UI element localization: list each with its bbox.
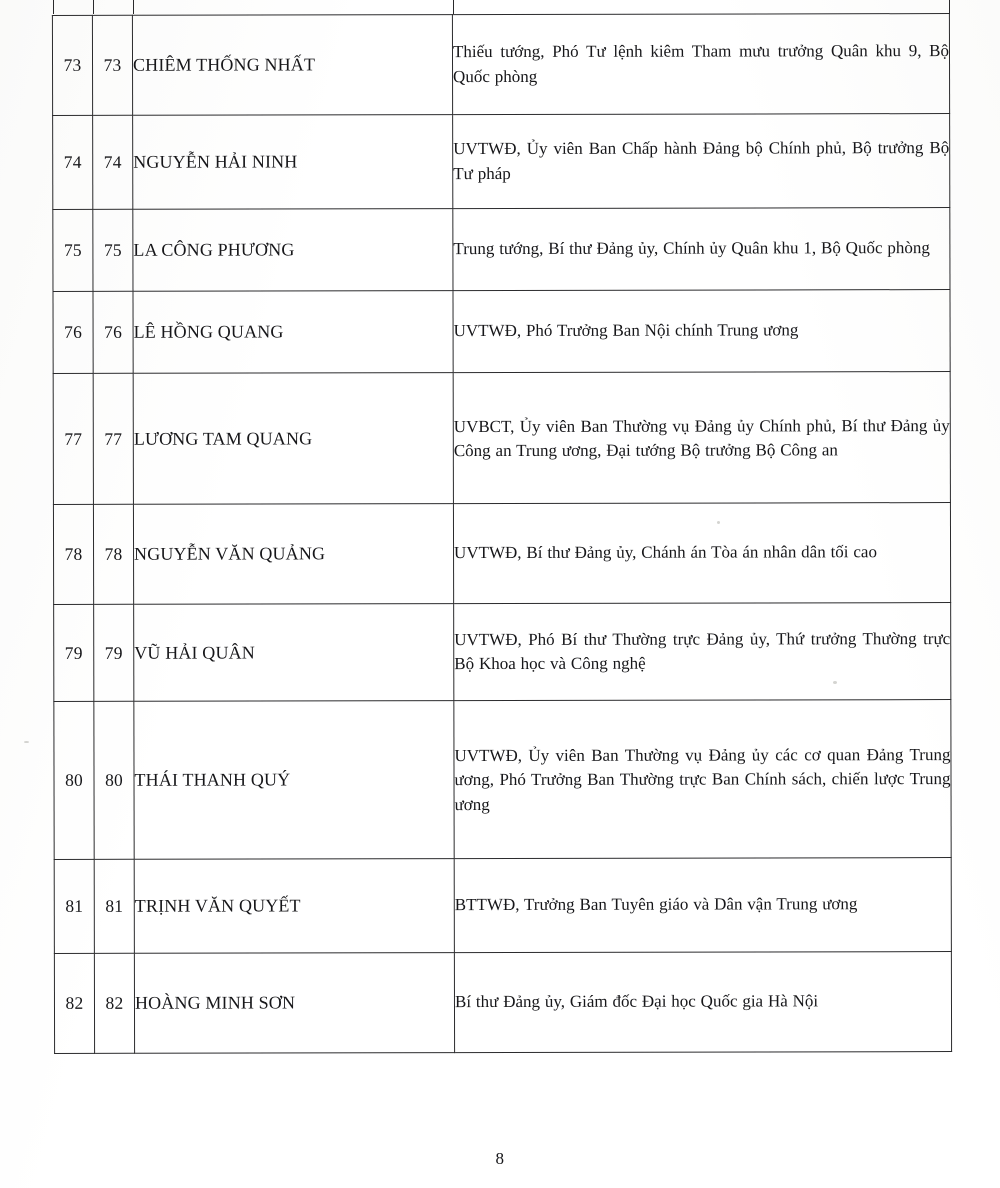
table-row — [53, 372, 950, 505]
row-number-cell: 81 — [54, 859, 94, 953]
person-name-cell: NGUYỄN HẢI NINH — [133, 115, 453, 210]
scan-artifact — [833, 681, 837, 684]
table-row — [54, 952, 951, 1054]
row-number-cell: 76 — [53, 291, 93, 373]
position-cell: UVTWĐ, Phó Trưởng Ban Nội chính Trung ương — [453, 290, 950, 373]
row-number-cell: 82 — [54, 953, 94, 1053]
row-number-cell: 77 — [53, 373, 93, 504]
person-name-cell: VŨ HẢI QUÂN — [134, 604, 454, 702]
personnel-table — [52, 13, 952, 1054]
person-name-cell: NGUYỄN VĂN QUẢNG — [133, 504, 453, 605]
position-cell: Trung tướng, Bí thư Đảng ủy, Chính ủy Quân khu 1, Bộ Quốc phòng — [453, 208, 950, 291]
row-number-cell: 73 — [52, 15, 92, 115]
position-cell: UVBCT, Ủy viên Ban Thường vụ Đảng ủy Chính phủ, Bí thư Đảng ủy Công an Trung ương, Đại tướng Bộ trưởng Bộ Công an — [453, 372, 950, 504]
table-continuation-stub — [53, 0, 950, 14]
row-index-cell: 82 — [94, 953, 134, 1053]
table-row — [53, 208, 950, 292]
position-cell: Bí thư Đảng ủy, Giám đốc Đại học Quốc gia Hà Nội — [454, 952, 951, 1053]
position-cell: UVTWĐ, Phó Bí thư Thường trực Đảng ủy, Thứ trưởng Thường trực Bộ Khoa học và Công nghệ — [454, 603, 951, 701]
position-cell: Thiếu tướng, Phó Tư lệnh kiêm Tham mưu trưởng Quân khu 9, Bộ Quốc phòng — [452, 14, 949, 115]
page-number: 8 — [495, 1149, 505, 1168]
table-row — [53, 114, 950, 210]
row-number-cell: 80 — [54, 701, 94, 859]
position-cell: UVTWĐ, Ủy viên Ban Chấp hành Đảng bộ Chính phủ, Bộ trưởng Bộ Tư pháp — [453, 114, 950, 209]
row-index-cell: 76 — [93, 291, 133, 373]
person-name-cell: LÊ HỒNG QUANG — [133, 291, 453, 374]
table-row — [54, 858, 951, 954]
row-index-cell: 79 — [94, 604, 134, 701]
scan-artifact — [24, 741, 29, 743]
person-name-cell: TRỊNH VĂN QUYẾT — [134, 859, 454, 954]
table-row — [53, 290, 950, 374]
row-number-cell: 74 — [53, 115, 93, 209]
person-name-cell: CHIÊM THỐNG NHẤT — [132, 15, 452, 116]
row-index-cell: 75 — [93, 209, 133, 291]
table-row — [54, 700, 951, 860]
scan-artifact — [717, 521, 720, 524]
row-number-cell: 79 — [54, 604, 94, 701]
row-index-cell: 77 — [93, 373, 133, 504]
row-index-cell: 80 — [94, 701, 134, 859]
table-row — [54, 603, 951, 702]
position-cell: BTTWĐ, Trưởng Ban Tuyên giáo và Dân vận Trung ương — [454, 858, 951, 953]
table-body — [52, 14, 951, 1054]
row-index-cell: 78 — [93, 504, 133, 604]
person-name-cell: LA CÔNG PHƯƠNG — [133, 209, 453, 292]
row-index-cell: 73 — [92, 15, 132, 115]
position-cell: UVTWĐ, Ủy viên Ban Thường vụ Đảng ủy các cơ quan Đảng Trung ương, Phó Trưởng Ban Thường trực Ban Chính sách, chiến lược Trung ương — [454, 700, 951, 859]
table-row — [52, 14, 949, 116]
person-name-cell: LƯƠNG TAM QUANG — [133, 373, 453, 505]
person-name-cell: HOÀNG MINH SƠN — [134, 953, 454, 1054]
row-number-cell: 75 — [53, 209, 93, 291]
row-index-cell: 81 — [94, 859, 134, 953]
position-cell: UVTWĐ, Bí thư Đảng ủy, Chánh án Tòa án nhân dân tối cao — [453, 503, 950, 604]
row-index-cell: 74 — [93, 115, 133, 209]
person-name-cell: THÁI THANH QUÝ — [134, 701, 454, 860]
table-row — [53, 503, 950, 605]
row-number-cell: 78 — [53, 504, 93, 604]
